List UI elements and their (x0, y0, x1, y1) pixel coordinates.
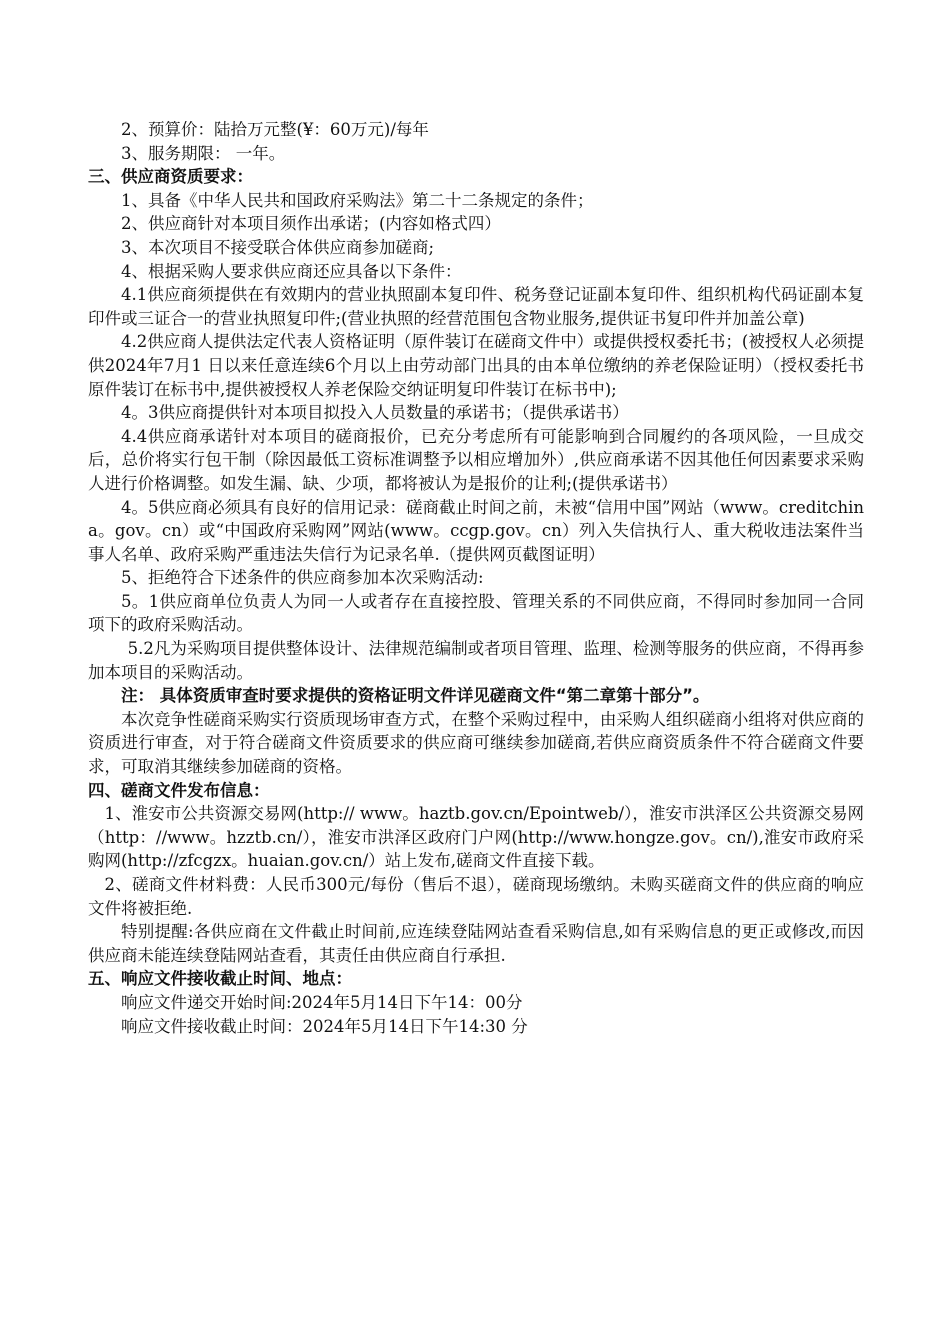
service-term-line: 3、服务期限： 一年。 (121, 143, 286, 163)
publication-1: 1、淮安市公共资源交易网(http:// www。haztb.gov.cn/Epointweb/），淮安市洪泽区公共资源交易网（http：//www。hzztb.cn/），淮安市洪泽区政府门户网(http://www.hongze.gov。cn/),淮安市政府采购网(http://zfcgzx。huaian.gov.cn/）站上发布,磋商文件直接下载。 (88, 804, 864, 871)
section-4-heading: 四、磋商文件发布信息： (88, 780, 270, 800)
publication-2: 2、磋商文件材料费：人民币300元/每份（售后不退），磋商现场缴纳。未购买磋商文件的供应商的响应文件将被拒绝. (88, 875, 864, 918)
submission-deadline: 响应文件接收截止时间：2024年5月14日下午14:30 分 (121, 1016, 528, 1036)
qualification-4-3: 4。3供应商提供针对本项目拟投入人员数量的承诺书；（提供承诺书） (121, 403, 629, 423)
qualification-4-5: 4。5供应商必须具有良好的信用记录：磋商截止时间之前，未被“信用中国”网站（www。creditchina。gov。cn）或“中国政府采购网”网站(www。ccgp.gov。cn）列入失信执行人、重大税收违法案件当事人名单、政府采购严重违法失信行为记录名单.（提供网页截图证明） (88, 497, 864, 564)
qualification-3: 3、本次项目不接受联合体供应商参加磋商; (121, 237, 435, 257)
qualification-5-2: 5.2凡为采购项目提供整体设计、法律规范编制或者项目管理、监理、检测等服务的供应商，不得再参加本项目的采购活动。 (88, 639, 864, 682)
section-5-heading: 五、响应文件接收截止时间、地点： (88, 969, 352, 989)
note-line (88, 684, 864, 708)
qualification-1: 1、具备《中华人民共和国政府采购法》第二十二条规定的条件； (121, 190, 594, 210)
qualification-4: 4、根据采购人要求供应商还应具备以下条件： (121, 261, 462, 281)
qualification-4-2: 4.2供应商人提供法定代表人资格证明（原件装订在磋商文件中）或提供授权委托书；(被授权人必须提供2024年7月1 日以来任意连续6个月以上由劳动部门出具的由本单位缴纳的养老保险证明）（授权委托书原件装订在标书中,提供被授权人养老保险交纳证明复印件装订在标书中); (88, 332, 864, 399)
budget-line: 2、预算价：陆拾万元整(¥：60万元)/每年 (121, 120, 429, 139)
section-3-heading: 三、供应商资质要求： (88, 167, 253, 187)
document-page (88, 118, 864, 1038)
qualification-5: 5、拒绝符合下述条件的供应商参加本次采购活动: (121, 568, 484, 588)
qualification-4-4: 4.4供应商承诺针对本项目的磋商报价，已充分考虑所有可能影响到合同履约的各项风险，一旦成交后，总价将实行包干制（除因最低工资标准调整予以相应增加外）,供应商承诺不因其他任何因素要求采购人进行价格调整。如发生漏、缺、少项，都将被认为是报价的让利;(提供承诺书） (88, 426, 864, 493)
note-text: 具体资质审查时要求提供的资格证明文件详见磋商文件“第二章第十部分”。 (154, 686, 710, 706)
submission-start-time: 响应文件递交开始时间:2024年5月14日下午14：00分 (121, 992, 523, 1012)
special-reminder: 特别提醒:各供应商在文件截止时间前,应连续登陆网站查看采购信息,如有采购信息的更正或修改,而因供应商未能连续登陆网站查看，其责任由供应商自行承担. (88, 922, 864, 965)
qualification-2: 2、供应商针对本项目须作出承诺；(内容如格式四） (121, 214, 501, 234)
review-paragraph: 本次竞争性磋商采购实行资质现场审查方式，在整个采购过程中，由采购人组织磋商小组将对供应商的资质进行审查，对于符合磋商文件资质要求的供应商可继续参加磋商,若供应商资质条件不符合磋商文件要求，可取消其继续参加磋商的资格。 (88, 709, 864, 777)
qualification-5-1: 5。1供应商单位负责人为同一人或者存在直接控股、管理关系的不同供应商，不得同时参加同一合同项下的政府采购活动。 (88, 591, 864, 635)
note-label: 注： (121, 686, 154, 706)
qualification-4-1: 4.1供应商须提供在有效期内的营业执照副本复印件、税务登记证副本复印件、组织机构代码证副本复印件或三证合一的营业执照复印件;(营业执照的经营范围包含物业服务,提供证书复印件并加盖公章) (88, 285, 864, 328)
